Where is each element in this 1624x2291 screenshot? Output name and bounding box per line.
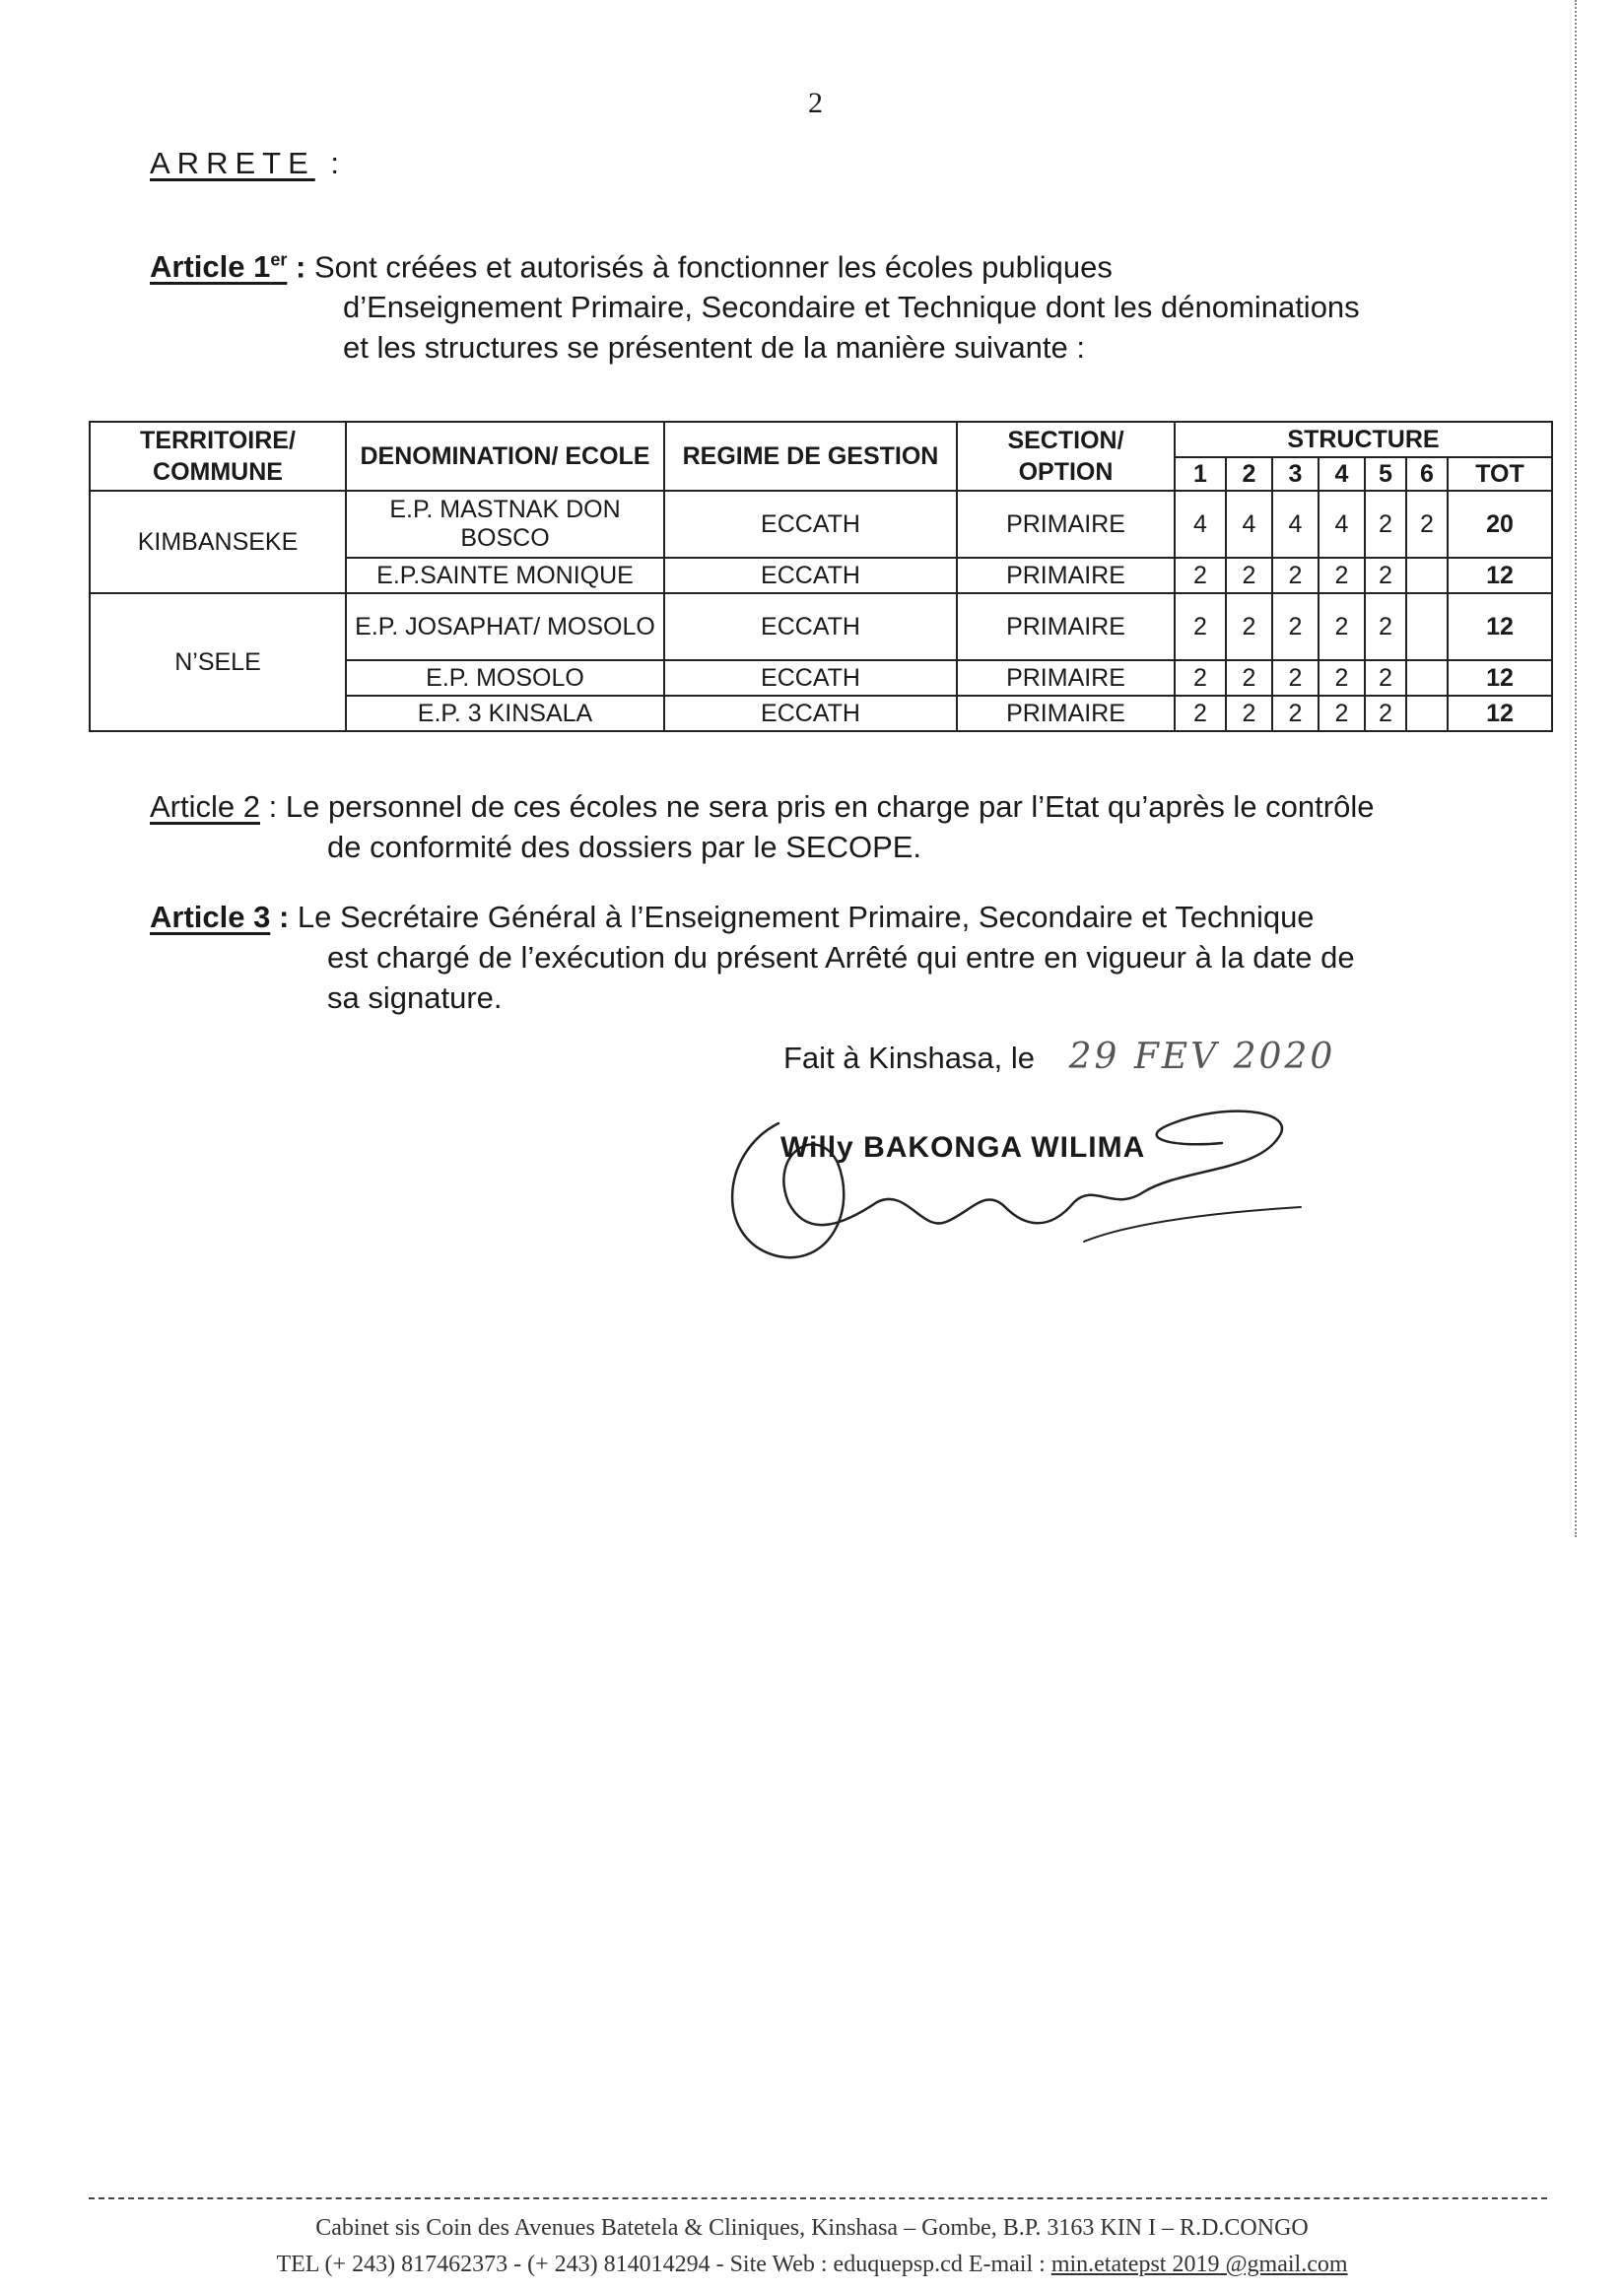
table-row (90, 491, 1552, 558)
article-1-colon: : (295, 249, 306, 285)
footer-divider (89, 2197, 1547, 2199)
schools-structure-table (89, 421, 1553, 732)
scan-margin-line (1575, 0, 1577, 1537)
signatory-name: Willy BAKONGA WILIMA (780, 1131, 1146, 1164)
article-3-line-2: est chargé de l’exécution du présent Arrêté qui entre en vigueur à la date de (327, 940, 1355, 975)
decree-heading-text: ARRETE (150, 146, 315, 180)
section-cell: PRIMAIRE (957, 660, 1175, 696)
regime-cell: ECCATH (664, 491, 957, 558)
structure-cell: 2 (1175, 558, 1226, 593)
regime-cell: ECCATH (664, 558, 957, 593)
commune-cell: N’SELE (90, 593, 346, 731)
footer-phone-web: TEL (+ 243) 817462373 - (+ 243) 814014294 - Site Web : eduquepsp.cd E-mail : (276, 2252, 1046, 2277)
ecole-cell: E.P. MASTNAK DON BOSCO (346, 491, 664, 558)
article-1-label: Article 1er (150, 249, 288, 285)
decree-heading (150, 146, 346, 181)
structure-cell: 2 (1365, 491, 1406, 558)
article-3-label: Article 3 (150, 900, 271, 934)
article-2 (150, 786, 1374, 867)
structure-cell (1406, 696, 1448, 731)
article-2-colon: : (268, 789, 278, 824)
structure-cell: 2 (1272, 660, 1319, 696)
section-cell: PRIMAIRE (957, 593, 1175, 660)
structure-cell: 2 (1175, 593, 1226, 660)
handwritten-signature (710, 1094, 1320, 1281)
ecole-cell: E.P. 3 KINSALA (346, 696, 664, 731)
structure-cell: 2 (1406, 491, 1448, 558)
header-structure-col-6: 6 (1406, 457, 1448, 491)
place-date-text: Fait à Kinshasa, le (783, 1041, 1036, 1075)
article-3-line-1: Le Secrétaire Général à l’Enseignement Primaire, Secondaire et Technique (297, 900, 1315, 934)
header-structure-col-4: 4 (1319, 457, 1365, 491)
structure-cell: 2 (1365, 696, 1406, 731)
regime-cell: ECCATH (664, 696, 957, 731)
structure-cell: 2 (1365, 660, 1406, 696)
structure-cell (1406, 660, 1448, 696)
structure-cell: 2 (1226, 696, 1272, 731)
structure-cell (1406, 593, 1448, 660)
header-structure-col-3: 3 (1272, 457, 1319, 491)
place-date (783, 1037, 1335, 1077)
total-cell: 12 (1448, 593, 1552, 660)
footer-address: Cabinet sis Coin des Avenues Batetela & Cliniques, Kinshasa – Gombe, B.P. 3163 KIN I – R.D.CONGO (315, 2215, 1309, 2241)
regime-cell: ECCATH (664, 660, 957, 696)
structure-cell (1406, 558, 1448, 593)
total-cell: 12 (1448, 660, 1552, 696)
header-structure-col-1: 1 (1175, 457, 1226, 491)
regime-cell: ECCATH (664, 593, 957, 660)
header-structure-col-5: 5 (1365, 457, 1406, 491)
article-1-line-3: et les structures se présentent de la manière suivante : (343, 330, 1086, 366)
decree-heading-colon: : (330, 146, 346, 180)
structure-cell: 2 (1226, 558, 1272, 593)
commune-cell: KIMBANSEKE (90, 491, 346, 593)
footer-email: min.etatepst 2019 @gmail.com (1050, 2252, 1348, 2277)
structure-cell: 4 (1319, 491, 1365, 558)
structure-cell: 2 (1365, 593, 1406, 660)
article-1-line-2: d’Enseignement Primaire, Secondaire et Technique dont les dénominations (343, 290, 1360, 325)
header-denomination: DENOMINATION/ ECOLE (346, 422, 664, 491)
section-cell: PRIMAIRE (957, 696, 1175, 731)
ecole-cell: E.P. MOSOLO (346, 660, 664, 696)
header-structure-col-tot: TOT (1448, 457, 1552, 491)
structure-cell: 2 (1319, 558, 1365, 593)
structure-cell: 2 (1365, 558, 1406, 593)
structure-cell: 2 (1226, 593, 1272, 660)
header-structure-col-2: 2 (1226, 457, 1272, 491)
structure-cell: 4 (1272, 491, 1319, 558)
article-3 (150, 897, 1355, 1018)
total-cell: 20 (1448, 491, 1552, 558)
structure-cell: 2 (1175, 660, 1226, 696)
ecole-cell: E.P. JOSAPHAT/ MOSOLO (346, 593, 664, 660)
total-cell: 12 (1448, 558, 1552, 593)
page-number: 2 (808, 87, 823, 119)
article-3-colon: : (278, 900, 290, 934)
structure-cell: 2 (1175, 696, 1226, 731)
ecole-cell: E.P.SAINTE MONIQUE (346, 558, 664, 593)
structure-cell: 4 (1175, 491, 1226, 558)
date-stamp: 29 FEV 2020 (1068, 1037, 1336, 1077)
total-cell: 12 (1448, 696, 1552, 731)
structure-cell: 2 (1319, 660, 1365, 696)
header-territoire: TERRITOIRE/ COMMUNE (90, 422, 346, 491)
article-2-label: Article 2 (150, 789, 260, 824)
header-regime: REGIME DE GESTION (664, 422, 957, 491)
section-cell: PRIMAIRE (957, 558, 1175, 593)
footer-contacts (0, 2252, 1624, 2278)
structure-cell: 4 (1226, 491, 1272, 558)
structure-cell: 2 (1272, 593, 1319, 660)
structure-cell: 2 (1272, 696, 1319, 731)
structure-cell: 2 (1272, 558, 1319, 593)
article-1-line-1: Sont créées et autorisés à fonctionner les écoles publiques (313, 249, 1113, 285)
structure-cell: 2 (1319, 593, 1365, 660)
article-3-line-3: sa signature. (327, 980, 503, 1015)
structure-cell: 2 (1319, 696, 1365, 731)
header-section: SECTION/ OPTION (957, 422, 1175, 491)
header-structure: STRUCTURE (1175, 422, 1552, 457)
article-1 (150, 240, 1360, 368)
table-row (90, 593, 1552, 660)
article-2-line-1: Le personnel de ces écoles ne sera pris en charge par l’Etat qu’après le contrôle (285, 789, 1375, 824)
article-2-line-2: de conformité des dossiers par le SECOPE. (327, 830, 922, 864)
section-cell: PRIMAIRE (957, 491, 1175, 558)
structure-cell: 2 (1226, 660, 1272, 696)
